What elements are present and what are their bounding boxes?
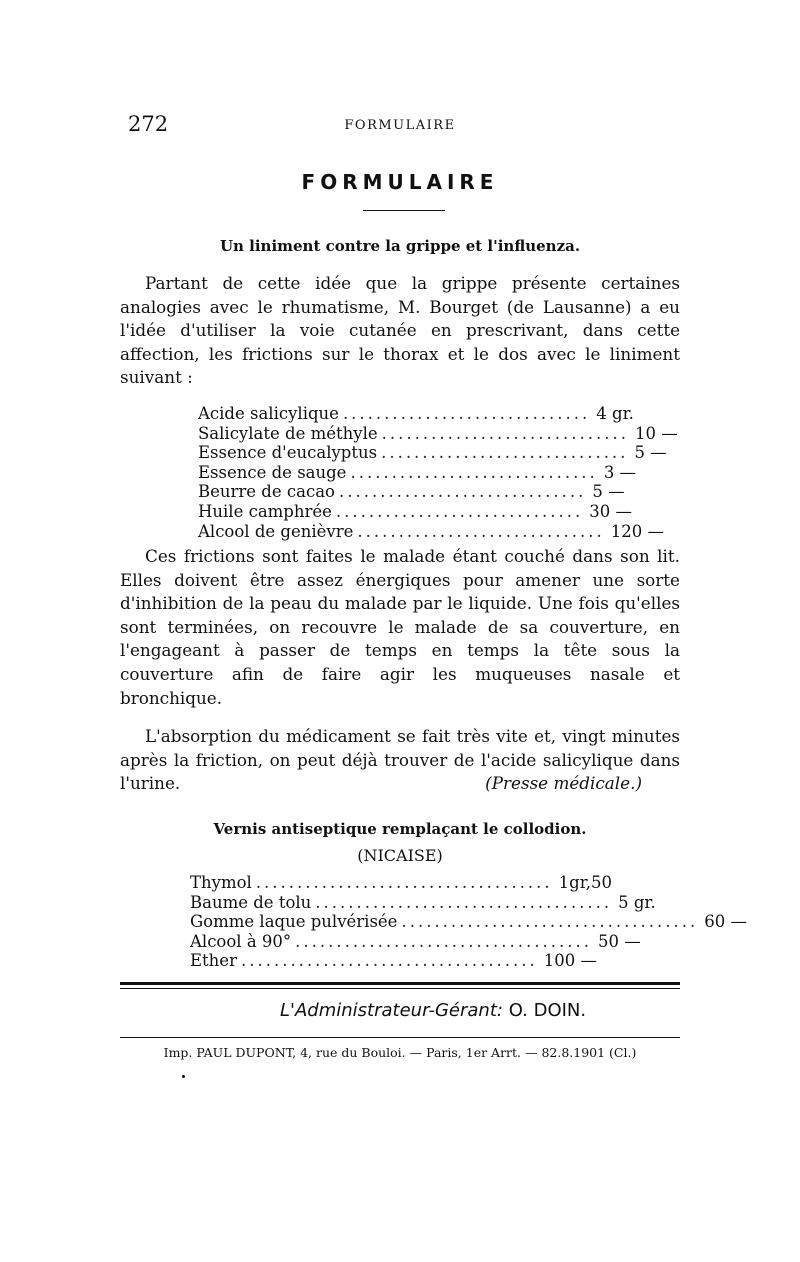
administrator-label: L'Administrateur-Gérant: [280,1000,503,1021]
ingredient-qty: 10 — [634,423,678,443]
ingredient-name: Alcool de genièvre [198,521,354,541]
ingredient-qty: 5 — [634,443,667,463]
article1-paragraph-2 [120,545,680,710]
ingredient-name: Baume de tolu [190,892,312,912]
title-rule [363,210,445,211]
article1-paragraph-3-text: L'absorption du médicament se fait très vite et, vingt minutes après la friction, on peut déjà trouver de l'acide salicylique dans l'urine. [120,726,680,794]
ingredient-name: Gomme laque pulvérisée [190,912,398,932]
source-citation: (Presse médicale.) [485,773,642,794]
ingredient-name: Huile camphrée [198,501,332,521]
ingredient-qty: 5 gr. [618,892,656,912]
footer-rule-thin [120,988,680,989]
article2-author: (NICAISE) [357,846,443,865]
varnish-recipe [190,873,748,971]
recipe-row: Ether .................................... 100 — [190,951,598,971]
ingredient-qty: 4 gr. [596,404,634,423]
ingredient-name: Acide salicylique [198,404,339,423]
ingredient-name: Essence de sauge [198,462,347,482]
recipe-row: Salicylate de méthyle .............................. 10 — [198,424,608,444]
ingredient-qty: 120 — [610,521,664,541]
page-number: 272 [128,112,169,136]
administrator-line [280,1000,586,1021]
liniment-recipe [198,404,678,541]
administrator-name: O. DOIN. [508,1000,587,1021]
ingredient-name: Ether [190,951,237,971]
footer-rule-thick [120,982,680,985]
ingredient-qty: 1gr,50 [558,873,613,892]
recipe-row: Acide salicylique .............................. 4 gr. [198,404,608,424]
recipe-row: Essence de sauge .............................. 3 — [198,463,608,483]
article1-paragraph-2-text: Ces frictions sont faites le malade étant couché dans son lit. Elles doivent être assez énergiques pour amener une sorte d'inhibition de la peau du malade par le liquide. Une fois qu'elles sont terminées, on recouvre le malade de sa couverture, en l'engageant à passer de temps en temps la tête sous la couverture afin de faire agir les muqueuses nasale et bronchique. [120,546,680,708]
recipe-row: Baume de tolu .................................... 5 gr. [190,893,598,913]
recipe-row: Alcool à 90° .................................... 50 — [190,932,598,952]
ingredient-qty: 3 — [603,462,637,482]
ingredient-name: Essence d'eucalyptus [198,443,378,463]
recipe-row: Huile camphrée .............................. 30 — [198,502,608,522]
recipe-row: Gomme laque pulvérisée .................................... 60 — [190,912,598,932]
ingredient-qty: 100 — [543,951,598,971]
recipe-row: Alcool de genièvre .............................. 120 — [198,522,608,542]
ingredient-name: Beurre de cacao [198,482,335,502]
article1-paragraph-3 [120,725,680,796]
section-title: FORMULAIRE [301,170,499,194]
ingredient-qty: 50 — [597,931,641,951]
ingredient-name: Alcool à 90° [190,931,292,951]
running-title: FORMULAIRE [344,118,456,133]
article1-intro-text: Partant de cette idée que la grippe présente certaines analogies avec le rhumatisme, M. Bourget (de Lausanne) a eu l'idée d'utiliser la voie cutanée en prescrivant, dans cette affection, les frictions sur le thorax et le dos avec le liniment suivant : [120,273,680,388]
printer-imprint: Imp. PAUL DUPONT, 4, rue du Bouloi. — Paris, 1er Arrt. — 82.8.1901 (Cl.) [163,1045,637,1060]
ingredient-name: Salicylate de méthyle [198,423,378,443]
article1-title: Un liniment contre la grippe et l'influenza. [219,237,581,255]
recipe-row: Essence d'eucalyptus .............................. 5 — [198,443,608,463]
imprint-rule [120,1037,680,1038]
ingredient-qty: 5 — [592,482,625,502]
ingredient-name: Thymol [190,873,252,892]
ingredient-qty: 60 — [704,912,748,932]
recipe-row: Beurre de cacao .............................. 5 — [198,482,608,502]
article1-intro [120,272,680,390]
recipe-row: Thymol .................................... 1gr,50 [190,873,598,893]
article2-title: Vernis antiseptique remplaçant le collodion. [213,820,587,838]
print-speck [182,1075,185,1078]
ingredient-qty: 30 — [589,501,633,521]
